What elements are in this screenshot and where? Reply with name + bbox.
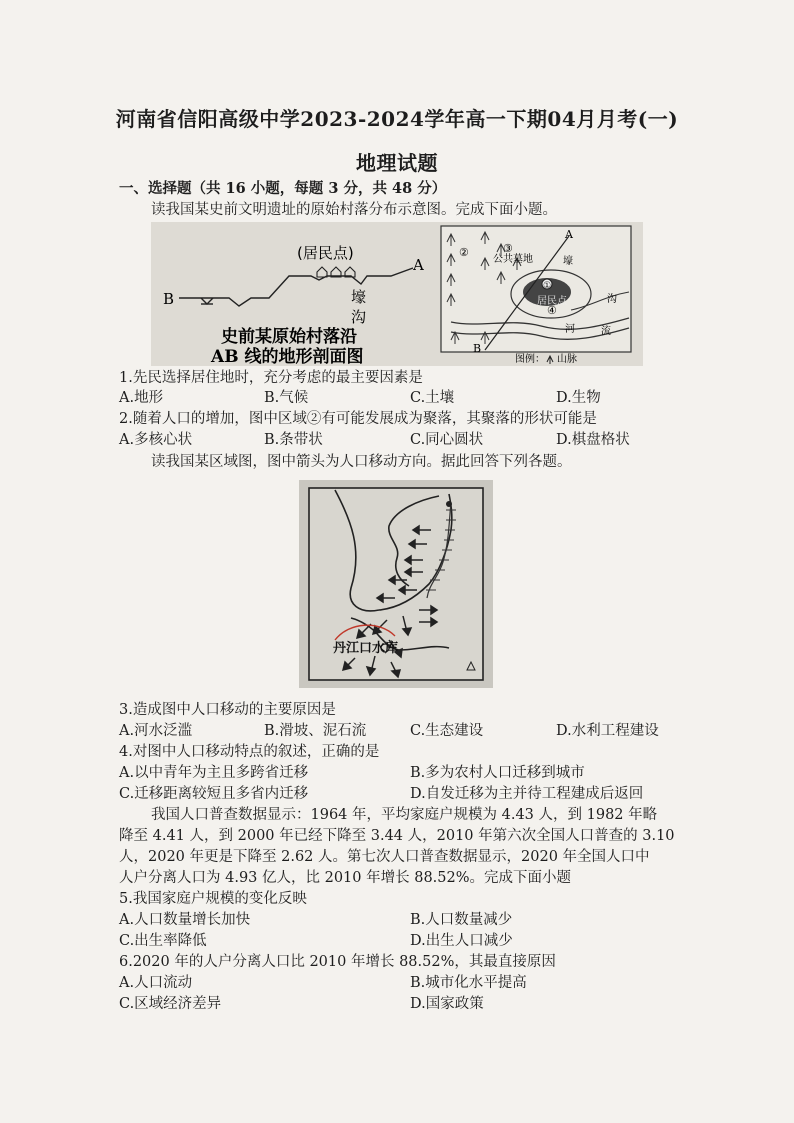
q3-stem: 3.造成图中人口移动的主要原因是 [119, 702, 336, 718]
q5-option-c: C.出生率降低 [119, 933, 207, 949]
q6-option-d: D.国家政策 [410, 996, 484, 1012]
map-gully-label: 沟 [607, 294, 617, 305]
q3-option-b: B.滑坡、泥石流 [264, 723, 367, 739]
map-settlement-label: 居民点 [537, 296, 567, 307]
profile-caption-2: AB 线的地形剖面图 [211, 347, 364, 366]
map-ditch-label: 壕 [563, 256, 573, 267]
map-legend-title: 图例： [515, 354, 545, 365]
q6-option-a: A.人口流动 [119, 975, 193, 991]
q4-stem: 4.对图中人口移动特点的叙述，正确的是 [119, 744, 380, 760]
map-point-b: B [473, 342, 482, 355]
paragraph-line-1: 我国人口普查数据显示：1964 年，平均家庭户规模为 4.43 人，到 1982 年略 [151, 807, 658, 823]
profile-caption-1: 史前某原始村落沿 [221, 327, 357, 347]
figure-migration-map [299, 480, 493, 688]
q6-option-b: B.城市化水平提高 [410, 975, 527, 991]
q2-option-d: D.棋盘格状 [556, 432, 630, 448]
q5-option-b: B.人口数量减少 [410, 912, 513, 928]
map-zone-3: ③ [503, 242, 513, 255]
q3-option-a: A.河水泛滥 [119, 723, 193, 739]
map-legend-mountain: 山脉 [557, 354, 577, 365]
q2-option-b: B.条带状 [264, 432, 323, 448]
map-zone-4: ④ [547, 304, 557, 317]
q2-option-c: C.同心圆状 [410, 432, 484, 448]
q1-option-d: D.生物 [556, 390, 601, 406]
q4-option-b: B.多为农村人口迁移到城市 [410, 765, 585, 781]
paragraph-line-2: 降至 4.41 人，到 2000 年已经下降至 3.44 人，2010 年第六次全国人口普查的 3.10 [119, 828, 675, 844]
q4-option-c: C.迁移距离较短且多省内迁移 [119, 786, 309, 802]
map-public-cemetery-label: 公共墓地 [493, 254, 533, 265]
map-river-label-2: 流 [601, 326, 611, 337]
profile-point-a: A [413, 256, 424, 274]
q4-option-d: D.自发迁移为主并待工程建成后返回 [410, 786, 644, 802]
exam-title: 河南省信阳高级中学2023-2024学年高一下期04月月考(一) [115, 107, 679, 131]
q1-stem: 1.先民选择居住地时，充分考虑的最主要因素是 [119, 370, 423, 386]
profile-settlement-label: (居民点) [297, 244, 354, 262]
q5-option-d: D.出生人口减少 [410, 933, 513, 949]
q5-option-a: A.人口数量增长加快 [119, 912, 251, 928]
paragraph-line-3: 人，2020 年更是下降至 2.62 人。第七次人口普查数据显示，2020 年全国人口中 [119, 849, 650, 865]
figure-village-profile-map [151, 222, 643, 366]
map-zone-2: ② [459, 246, 469, 259]
q4-option-a: A.以中青年为主且多跨省迁移 [119, 765, 309, 781]
q6-stem: 6.2020 年的人户分离人口比 2010 年增长 88.52%，其最直接原因 [119, 954, 556, 970]
profile-ditch-label-2: 沟 [351, 308, 367, 326]
q5-stem: 5.我国家庭户规模的变化反映 [119, 891, 307, 907]
paragraph-line-4: 人户分离人口为 4.93 亿人，比 2010 年增长 88.52%。完成下面小题 [119, 870, 572, 886]
q3-option-c: C.生态建设 [410, 723, 484, 739]
q1-option-b: B.气候 [264, 390, 309, 406]
map-zone-1: ① [543, 281, 552, 291]
profile-ditch-label-1: 壕 [351, 288, 367, 306]
q2-stem: 2.随着人口的增加，图中区域②有可能发展成为聚落，其聚落的形状可能是 [119, 411, 597, 427]
map-point-a: A [565, 228, 573, 241]
q2-option-a: A.多核心状 [119, 432, 193, 448]
section-heading: 一、选择题（共 16 小题，每题 3 分，共 48 分） [119, 180, 447, 197]
reservoir-label: 丹江口水库 [333, 641, 399, 656]
intro-text-1: 读我国某史前文明遗址的原始村落分布示意图。完成下面小题。 [151, 202, 557, 218]
q6-option-c: C.区域经济差异 [119, 996, 222, 1012]
q1-option-a: A.地形 [119, 390, 164, 406]
map-river-label-1: 河 [565, 324, 575, 335]
q1-option-c: C.土壤 [410, 390, 455, 406]
profile-point-b: B [163, 290, 175, 308]
exam-subject: 地理试题 [356, 151, 438, 175]
intro-text-2: 读我国某区域图，图中箭头为人口移动方向。据此回答下列各题。 [151, 454, 572, 470]
q3-option-d: D.水利工程建设 [556, 723, 659, 739]
